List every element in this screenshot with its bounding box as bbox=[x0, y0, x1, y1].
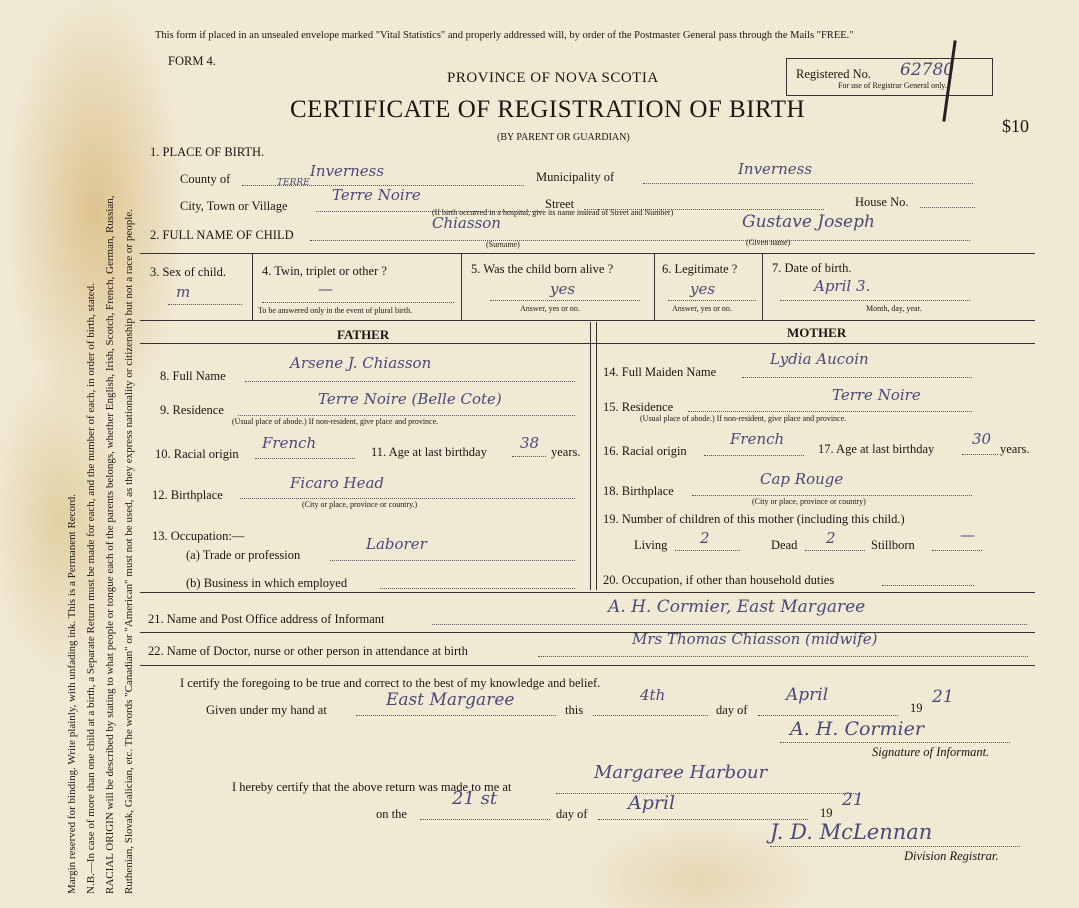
sidebar-line-4: Ruthenian, Slovak, Galician, etc. The words "Canadian" or "American" must not be used, as they express nationality or citizenship but not a race or people. bbox=[123, 209, 135, 894]
mother-birthplace-line bbox=[692, 495, 972, 496]
page-subtitle: (BY PARENT OR GUARDIAN) bbox=[497, 132, 630, 143]
signature-informant-label: Signature of Informant. bbox=[872, 745, 990, 759]
given-place-line bbox=[356, 715, 556, 716]
mother-years-label: years. bbox=[1000, 442, 1030, 456]
mother-racial-label: 16. Racial origin bbox=[603, 444, 687, 458]
father-heading: FATHER bbox=[337, 327, 390, 342]
trade-label: (a) Trade or profession bbox=[186, 548, 301, 562]
father-name-label: 8. Full Name bbox=[160, 369, 226, 383]
parents-header-line bbox=[140, 343, 1035, 344]
mother-birthplace-note: (City or place, province or country) bbox=[752, 497, 866, 506]
given-day-value: 4th bbox=[640, 686, 666, 704]
children-label: 19. Number of children of this mother (including this child.) bbox=[603, 512, 905, 526]
mother-birthplace-value: Cap Rouge bbox=[760, 470, 844, 488]
legitimate-value: yes bbox=[690, 280, 716, 298]
sex-value: m bbox=[176, 283, 191, 301]
father-residence-label: 9. Residence bbox=[160, 403, 224, 417]
informant-line bbox=[432, 624, 1027, 625]
father-birthplace-label: 12. Birthplace bbox=[152, 488, 223, 502]
province-heading: PROVINCE OF NOVA SCOTIA bbox=[447, 70, 659, 86]
informant-signature-line bbox=[780, 742, 1010, 743]
father-age-label: 11. Age at last birthday bbox=[371, 445, 487, 459]
father-racial-value: French bbox=[262, 434, 317, 452]
full-name-child-label: 2. FULL NAME OF CHILD bbox=[150, 228, 294, 242]
mother-name-value: Lydia Aucoin bbox=[770, 350, 869, 368]
mother-age-line bbox=[962, 454, 998, 455]
doctor-divider bbox=[140, 665, 1035, 666]
registration-year-prefix: 19 bbox=[820, 806, 833, 820]
page-title: CERTIFICATE OF REGISTRATION OF BIRTH bbox=[290, 96, 806, 123]
free-notice: This form if placed in an unsealed envelope marked "Vital Statistics" and properly addressed will, by order of the Postmaster General pass through the Mails "FREE." bbox=[155, 30, 854, 41]
doctor-line bbox=[538, 656, 1028, 657]
stillborn-line bbox=[932, 550, 982, 551]
given-under-label: Given under my hand at bbox=[206, 703, 327, 717]
legitimate-label: 6. Legitimate ? bbox=[662, 262, 738, 276]
doctor-value: Mrs Thomas Chiasson (midwife) bbox=[632, 630, 878, 648]
day-of-label: day of bbox=[716, 703, 748, 717]
certify-text: I certify the foregoing to be true and correct to the best of my knowledge and belief. bbox=[180, 676, 601, 690]
given-month-value: April bbox=[786, 685, 829, 705]
twin-label: 4. Twin, triplet or other ? bbox=[262, 264, 387, 278]
row-divider-top bbox=[140, 253, 1035, 254]
given-month-line bbox=[758, 715, 898, 716]
dob-note: Month, day, year. bbox=[866, 304, 922, 313]
sidebar-instructions bbox=[22, 14, 142, 894]
registration-year-value: 21 bbox=[842, 790, 864, 810]
parents-bottom-line bbox=[140, 592, 1035, 593]
business-line bbox=[380, 588, 575, 589]
trade-line bbox=[330, 560, 575, 561]
father-name-value: Arsene J. Chiasson bbox=[290, 354, 432, 372]
mother-name-label: 14. Full Maiden Name bbox=[603, 365, 717, 379]
village-value: Terre Noire bbox=[332, 186, 421, 204]
twin-value: — bbox=[318, 280, 333, 298]
certify-registrar-text: I hereby certify that the above return was made to me at bbox=[232, 780, 512, 794]
doctor-label: 22. Name of Doctor, nurse or other person in attendance at birth bbox=[148, 644, 468, 658]
municipality-line bbox=[643, 183, 973, 184]
mother-occupation-line bbox=[882, 585, 974, 586]
street-label: Street bbox=[545, 197, 575, 211]
given-name-value: Gustave Joseph bbox=[742, 212, 875, 232]
registration-month-value: April bbox=[628, 792, 676, 814]
father-birthplace-value: Ficaro Head bbox=[290, 474, 385, 492]
child-name-line bbox=[310, 240, 970, 241]
legitimate-line bbox=[668, 300, 756, 301]
sex-label: 3. Sex of child. bbox=[150, 265, 227, 279]
mother-residence-value: Terre Noire bbox=[832, 386, 921, 404]
this-label: this bbox=[565, 703, 584, 717]
dead-line bbox=[805, 550, 865, 551]
mother-age-label: 17. Age at last birthday bbox=[818, 442, 935, 456]
stillborn-value: — bbox=[960, 526, 975, 544]
place-of-birth-label: 1. PLACE OF BIRTH. bbox=[150, 145, 265, 159]
alive-label: 5. Was the child born alive ? bbox=[471, 262, 614, 276]
mother-occupation-label: 20. Occupation, if other than household duties bbox=[603, 573, 835, 587]
informant-label: 21. Name and Post Office address of Informant bbox=[148, 612, 385, 626]
house-label: House No. bbox=[855, 195, 909, 209]
father-birthplace-note: (City or place, province or country.) bbox=[302, 500, 418, 509]
sidebar-line-3: RACIAL ORIGIN will be described by stating to what people or tongue each of the parents belongs, whether English, Irish, Scotch, French, German, Russian, bbox=[104, 195, 116, 894]
box-divider-3 bbox=[654, 253, 655, 320]
mother-name-line bbox=[742, 377, 972, 378]
row-divider-bottom bbox=[140, 320, 1035, 321]
dead-label: Dead bbox=[771, 538, 798, 552]
on-the-label: on the bbox=[376, 807, 407, 821]
given-name-caption: (Given name) bbox=[746, 238, 791, 247]
dead-value: 2 bbox=[826, 529, 836, 547]
alive-note: Answer, yes or no. bbox=[520, 304, 580, 313]
business-label: (b) Business in which employed bbox=[186, 576, 348, 590]
sidebar-line-2: N.B.—In case of more than one child at a birth, a Separate Return must be made for each, and the number of each, in order of birth, stated. bbox=[85, 283, 97, 894]
given-year-value: 21 bbox=[932, 687, 954, 707]
county-value: Inverness bbox=[310, 162, 385, 180]
given-year-prefix: 19 bbox=[910, 701, 923, 715]
corner-mark: $10 bbox=[1002, 116, 1029, 136]
mother-racial-line bbox=[704, 455, 804, 456]
father-name-line bbox=[245, 381, 575, 382]
dob-value: April 3. bbox=[814, 277, 871, 295]
registered-label: Registered No. bbox=[796, 67, 871, 81]
twin-line bbox=[262, 302, 454, 303]
surname-caption: (Surname) bbox=[486, 240, 520, 249]
twin-note: To be answered only in the event of plural birth. bbox=[258, 306, 413, 315]
registered-value: 62780 bbox=[900, 60, 955, 80]
registrar-signature-value: J. D. McLennan bbox=[770, 820, 933, 844]
hospital-note: (If birth occurred in a hospital, give its name instead of Street and Number) bbox=[432, 208, 674, 217]
parents-divider-2 bbox=[596, 322, 597, 590]
legitimate-note: Answer, yes or no. bbox=[672, 304, 732, 313]
alive-line bbox=[490, 300, 640, 301]
mother-birthplace-label: 18. Birthplace bbox=[603, 484, 674, 498]
village-correction: TERRE bbox=[277, 178, 310, 188]
mother-heading: MOTHER bbox=[787, 325, 847, 340]
father-residence-value: Terre Noire (Belle Cote) bbox=[318, 390, 502, 408]
registrar-signature-line bbox=[770, 846, 1020, 847]
living-value: 2 bbox=[700, 529, 710, 547]
registrar-note: For use of Registrar General only. bbox=[838, 81, 947, 90]
municipality-label: Municipality of bbox=[536, 170, 615, 184]
registration-place-value: Margaree Harbour bbox=[594, 762, 768, 783]
city-label: City, Town or Village bbox=[180, 199, 288, 213]
sex-line bbox=[168, 304, 242, 305]
informant-signature-value: A. H. Cormier bbox=[790, 718, 924, 740]
given-day-line bbox=[593, 715, 708, 716]
box-divider-2 bbox=[461, 253, 462, 320]
registration-day-line bbox=[420, 819, 550, 820]
mother-age-value: 30 bbox=[972, 430, 992, 448]
living-label: Living bbox=[634, 538, 668, 552]
mother-residence-label: 15. Residence bbox=[603, 400, 674, 414]
division-registrar-label: Division Registrar. bbox=[904, 849, 999, 863]
father-birthplace-line bbox=[240, 498, 575, 499]
living-line bbox=[675, 550, 740, 551]
trade-value: Laborer bbox=[366, 535, 427, 553]
father-age-value: 38 bbox=[520, 434, 540, 452]
box-divider-4 bbox=[762, 253, 763, 320]
mother-residence-line bbox=[688, 411, 972, 412]
informant-value: A. H. Cormier, East Margaree bbox=[608, 597, 866, 617]
mother-racial-value: French bbox=[730, 430, 785, 448]
father-racial-label: 10. Racial origin bbox=[155, 447, 239, 461]
father-age-line bbox=[512, 456, 546, 457]
occupation-label: 13. Occupation:— bbox=[152, 529, 245, 543]
father-years-label: years. bbox=[551, 445, 581, 459]
dob-label: 7. Date of birth. bbox=[772, 261, 852, 275]
father-racial-line bbox=[255, 458, 355, 459]
given-place-value: East Margaree bbox=[386, 690, 515, 710]
informant-divider bbox=[140, 632, 1035, 633]
sidebar-line-1: Margin reserved for binding. Write plainly, with unfading ink. This is a Permanent Record. bbox=[66, 494, 78, 894]
stillborn-label: Stillborn bbox=[871, 538, 915, 552]
surname-value: Chiasson bbox=[432, 214, 501, 232]
mother-residence-note: (Usual place of abode.) If non-resident, give place and province. bbox=[640, 414, 847, 423]
day-of-2-label: day of bbox=[556, 807, 588, 821]
box-divider-1 bbox=[252, 253, 253, 320]
registration-place-line bbox=[556, 793, 856, 794]
parents-divider bbox=[590, 322, 591, 590]
form-number: FORM 4. bbox=[168, 54, 216, 68]
alive-value: yes bbox=[550, 280, 576, 298]
father-residence-note: (Usual place of abode.) If non-resident, give place and province. bbox=[232, 417, 439, 426]
registration-day-value: 21 st bbox=[452, 788, 498, 809]
county-label: County of bbox=[180, 172, 231, 186]
municipality-value: Inverness bbox=[738, 160, 813, 178]
dob-line bbox=[780, 300, 970, 301]
house-line bbox=[920, 207, 975, 208]
father-residence-line bbox=[238, 415, 575, 416]
